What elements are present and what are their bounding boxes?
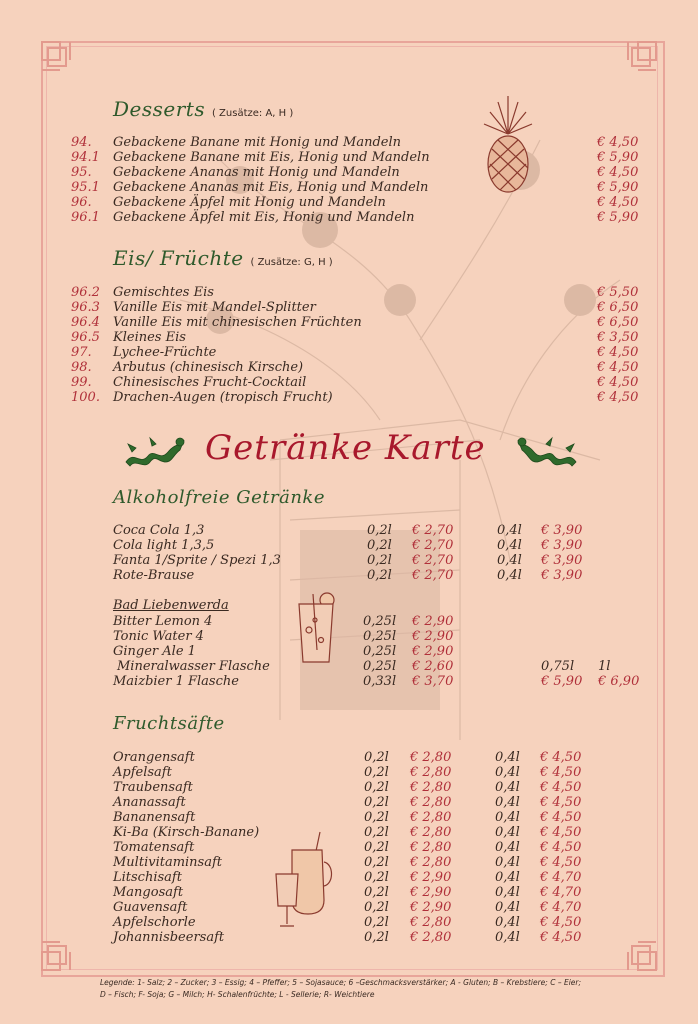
table-row: Traubensaft [113,780,193,795]
list-item: Gemischtes Eis [113,285,214,300]
table-row: Mangosaft [113,885,184,900]
table-row: € 3,90 [541,553,583,568]
table-row: € 2,90 [410,885,452,900]
table-row: € 4,70 [540,885,582,900]
list-item: € 4,50 [597,360,639,375]
table-row: 0,4l [497,568,522,583]
brand-subheading: Bad Liebenwerda [113,598,229,613]
list-item: € 5,50 [597,285,639,300]
list-item: 95.1 [71,180,100,195]
table-row: 0,2l [364,930,389,945]
table-row: 0,4l [495,840,520,855]
list-item: Vanille Eis mit Mandel-Splitter [113,300,316,315]
table-row: 0,2l [364,795,389,810]
list-item: Gebackene Ananas mit Honig und Mandeln [113,165,400,180]
table-row: 0,2l [364,825,389,840]
list-item: Kleines Eis [113,330,186,345]
table-row: Rote-Brause [113,568,195,583]
table-row: 0,4l [495,930,520,945]
list-item: Lychee-Früchte [113,345,217,360]
table-row: € 4,50 [540,750,582,765]
table-row: 0,4l [497,553,522,568]
table-row: € 2,70 [412,523,454,538]
table-row: 0,4l [495,780,520,795]
table-row: € 4,50 [540,915,582,930]
table-row: € 4,70 [540,900,582,915]
table-row: € 2,90 [412,629,454,644]
list-item: 94.1 [71,150,100,165]
list-item: € 4,50 [597,165,639,180]
table-row: € 4,50 [540,765,582,780]
table-row: € 2,90 [412,614,454,629]
table-row: € 2,80 [410,855,452,870]
table-row: 0,4l [495,855,520,870]
table-row: 0,4l [495,765,520,780]
table-row: Ki-Ba (Kirsch-Banane) [113,825,260,840]
list-item: 98. [71,360,92,375]
table-row: 0,25l [363,659,397,674]
list-item: Drachen-Augen (tropisch Frucht) [113,390,333,405]
table-row: 0,25l [363,614,397,629]
table-row: Litschisaft [113,870,182,885]
table-row: 0,4l [495,825,520,840]
desserts-heading: Desserts ( Zusätze: A, H ) [113,97,294,121]
list-item: 96.5 [71,330,100,345]
list-item: € 5,90 [597,210,639,225]
table-row: Cola light 1,3,5 [113,538,215,553]
table-row: € 2,90 [410,870,452,885]
dragon-icon [122,432,188,472]
table-row: € 5,90 [541,674,583,689]
table-row: Bananensaft [113,810,196,825]
alkoholfrei-heading: Alkoholfreie Getränke [113,487,325,508]
table-row: 0,2l [364,870,389,885]
list-item: € 5,90 [597,180,639,195]
table-row: Bitter Lemon 4 [113,614,213,629]
list-item: 96.2 [71,285,100,300]
table-row: 0,4l [495,810,520,825]
table-row: 0,75l [541,659,575,674]
table-row: € 2,90 [410,900,452,915]
table-row: Fanta 1/Sprite / Spezi 1,3 [113,553,281,568]
table-row: 0,4l [495,750,520,765]
list-item: 94. [71,135,92,150]
list-item: Gebackene Äpfel mit Honig und Mandeln [113,195,386,210]
table-row: € 4,50 [540,810,582,825]
corner-ornament-icon [40,40,84,84]
table-row: Coca Cola 1,3 [113,523,205,538]
table-row: Tonic Water 4 [113,629,204,644]
table-row: 0,2l [364,780,389,795]
table-row: € 2,80 [410,765,452,780]
list-item: Chinesisches Frucht-Cocktail [113,375,307,390]
list-item: 96. [71,195,92,210]
table-row: 0,2l [367,538,392,553]
table-row: Apfelschorle [113,915,196,930]
table-row: € 3,90 [541,538,583,553]
table-row: Tomatensaft [113,840,195,855]
table-row: 0,4l [495,900,520,915]
table-row: € 2,80 [410,780,452,795]
list-item: Gebackene Banane mit Eis, Honig und Mandeln [113,150,430,165]
table-row: 0,2l [364,810,389,825]
list-item: 96.3 [71,300,100,315]
table-row: 0,4l [495,885,520,900]
table-row: € 6,90 [598,674,640,689]
table-row: € 2,80 [410,840,452,855]
table-row: Guavensaft [113,900,188,915]
table-row: 0,4l [497,523,522,538]
table-row: Apfelsaft [113,765,172,780]
table-row: 0,2l [367,553,392,568]
table-row: € 4,50 [540,840,582,855]
corner-ornament-icon [614,40,658,84]
table-row: € 3,90 [541,523,583,538]
table-row: 0,2l [367,523,392,538]
table-row: 0,2l [364,855,389,870]
table-row: 0,4l [495,870,520,885]
corner-ornament-icon [40,928,84,972]
table-row: Orangensaft [113,750,195,765]
eis-heading: Eis/ Früchte ( Zusätze: G, H ) [113,246,333,270]
table-row: € 2,80 [410,825,452,840]
list-item: Arbutus (chinesisch Kirsche) [113,360,304,375]
table-row: € 4,50 [540,855,582,870]
list-item: 99. [71,375,92,390]
table-row: € 2,70 [412,553,454,568]
table-row: € 2,80 [410,810,452,825]
list-item: € 3,50 [597,330,639,345]
table-row: 0,4l [495,795,520,810]
table-row: 0,2l [364,840,389,855]
table-row: Multivitaminsaft [113,855,223,870]
table-row: 0,2l [367,568,392,583]
table-row: 0,25l [363,644,397,659]
table-row: € 2,80 [410,750,452,765]
list-item: € 4,50 [597,375,639,390]
list-item: € 4,50 [597,195,639,210]
table-row: € 4,50 [540,825,582,840]
list-item: € 6,50 [597,315,639,330]
list-item: Gebackene Äpfel mit Eis, Honig und Mandeln [113,210,415,225]
list-item: € 4,50 [597,135,639,150]
list-item: € 4,50 [597,345,639,360]
table-row: 0,33l [363,674,397,689]
table-row: € 2,80 [410,795,452,810]
table-row: € 2,70 [412,538,454,553]
list-item: Gebackene Banane mit Honig und Mandeln [113,135,401,150]
pineapple-icon [478,94,538,194]
dragon-icon [514,432,580,472]
glass-icon [293,590,343,666]
table-row: 0,4l [497,538,522,553]
saefte-heading: Fruchtsäfte [113,713,225,734]
list-item: 96.4 [71,315,100,330]
table-row: Maizbier 1 Flasche [113,674,239,689]
table-row: 0,2l [364,765,389,780]
jug-icon [272,830,338,930]
table-row: € 2,80 [410,915,452,930]
drinks-title: Getränke Karte [205,428,486,468]
table-row: Johannisbeersaft [113,930,225,945]
table-row: € 4,50 [540,795,582,810]
table-row: Mineralwasser Flasche [117,659,270,674]
list-item: 96.1 [71,210,100,225]
list-item: € 5,90 [597,150,639,165]
list-item: € 4,50 [597,390,639,405]
legend-line: Legende: 1- Salz; 2 – Zucker; 3 – Essig; 4 – Pfeffer; 5 – Sojasauce; 6 –Geschmacksverstärker; A - Gluten; B – Krebstiere; C – Eier; [100,978,582,987]
list-item: 95. [71,165,92,180]
table-row: € 4,70 [540,870,582,885]
list-item: 97. [71,345,92,360]
table-row: Ananassaft [113,795,186,810]
table-row: € 2,60 [412,659,454,674]
table-row: 0,4l [495,915,520,930]
list-item: € 6,50 [597,300,639,315]
table-row: 0,25l [363,629,397,644]
list-item: 100. [71,390,100,405]
table-row: 0,2l [364,915,389,930]
table-row: € 3,70 [412,674,454,689]
list-item: Gebackene Ananas mit Eis, Honig und Mandeln [113,180,429,195]
table-row: 0,2l [364,885,389,900]
list-item: Vanille Eis mit chinesischen Früchten [113,315,362,330]
corner-ornament-icon [614,928,658,972]
allergen-legend [100,977,600,1001]
table-row: € 4,50 [540,780,582,795]
table-row: 1l [598,659,611,674]
table-row: € 3,90 [541,568,583,583]
table-row: 0,2l [364,900,389,915]
legend-line: D – Fisch; F- Soja; G – Milch; H- Schalenfrüchte; L - Sellerie; R- Weichtiere [100,990,375,999]
table-row: € 2,90 [412,644,454,659]
table-row: € 2,80 [410,930,452,945]
table-row: € 2,70 [412,568,454,583]
table-row: 0,2l [364,750,389,765]
table-row: Ginger Ale 1 [113,644,196,659]
table-row: € 4,50 [540,930,582,945]
